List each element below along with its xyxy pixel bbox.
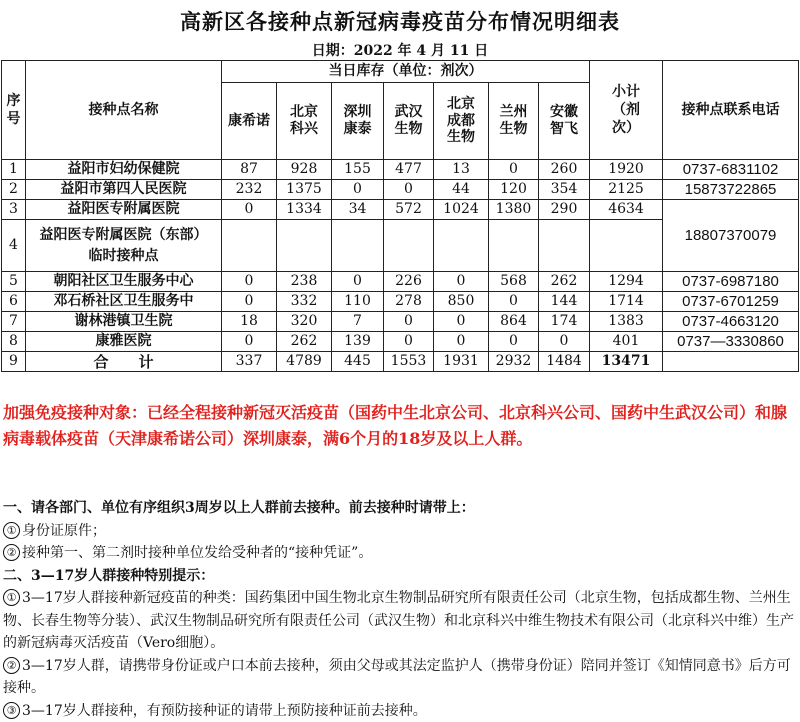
table-row: [2, 292, 799, 312]
row-seq: 7: [2, 312, 26, 332]
stock-value: 0: [384, 332, 434, 352]
stock-value: 477: [384, 160, 434, 180]
table-row: [2, 200, 799, 220]
row-seq: 2: [2, 180, 26, 200]
stock-value: 18: [222, 312, 277, 332]
row-subtotal: 2125: [590, 180, 663, 200]
stock-value: 0: [222, 332, 277, 352]
stock-value: 572: [384, 200, 434, 220]
stock-value: 155: [332, 160, 384, 180]
stock-value: 226: [384, 272, 434, 292]
header-vaccine-kangxinuo: 康希诺: [222, 83, 277, 160]
notes-item-text: 3—17岁人群接种新冠疫苗的种类：国药集团中国生物北京生物制品研究所有限责任公司（北京生物，包括成都生物、兰州生物、长春生物等分装）、武汉生物制品研究所有限责任公司（武汉生物）和北京科兴中维生物技术有限公司（北京科兴中维）生产的新冠病毒灭活疫苗（Vero细胞）。: [3, 590, 794, 651]
header-site-name: 接种点名称: [26, 61, 222, 160]
row-seq: 3: [2, 200, 26, 220]
circled-number-marker: ②: [3, 544, 20, 561]
site-phone: 0737-6701259: [663, 292, 799, 312]
row-subtotal: [590, 220, 663, 272]
stock-value: 262: [277, 332, 332, 352]
circled-number-marker: ①: [3, 522, 20, 539]
stock-value: 34: [332, 200, 384, 220]
table-row: [2, 272, 799, 292]
vaccination-notes: [3, 497, 797, 722]
total-value: 337: [222, 352, 277, 372]
row-seq: 1: [2, 160, 26, 180]
total-value: 1484: [539, 352, 590, 372]
site-name: 康雅医院: [26, 332, 222, 352]
table-row: [2, 312, 799, 332]
stock-value: 568: [489, 272, 539, 292]
stock-value: 864: [489, 312, 539, 332]
total-value: 445: [332, 352, 384, 372]
header-seq: 序号: [2, 61, 26, 160]
site-phone: 0737-6987180: [663, 272, 799, 292]
row-seq: 6: [2, 292, 26, 312]
stock-value: 0: [434, 332, 489, 352]
header-phone: 接种点联系电话: [663, 61, 799, 160]
table-row: [2, 160, 799, 180]
stock-value: 120: [489, 180, 539, 200]
row-seq: 5: [2, 272, 26, 292]
stock-value: 0: [434, 312, 489, 332]
notes-item: [3, 542, 797, 565]
row-subtotal: 1920: [590, 160, 663, 180]
stock-value: 278: [384, 292, 434, 312]
header-vaccine-anhui-zhifei: 安徽智飞: [539, 83, 590, 160]
stock-value: [222, 220, 277, 272]
stock-value: 290: [539, 200, 590, 220]
site-name: 朝阳社区卫生服务中心: [26, 272, 222, 292]
total-subtotal: 13471: [590, 352, 663, 372]
stock-value: 928: [277, 160, 332, 180]
stock-value: 13: [434, 160, 489, 180]
row-subtotal: 401: [590, 332, 663, 352]
stock-value: 1375: [277, 180, 332, 200]
site-name: 益阳医专附属医院: [26, 200, 222, 220]
document-date: 日期：2022 年 4 月 11 日: [0, 40, 800, 60]
stock-value: [277, 220, 332, 272]
stock-value: 1024: [434, 200, 489, 220]
total-row: [2, 352, 799, 372]
stock-value: 232: [222, 180, 277, 200]
stock-value: 87: [222, 160, 277, 180]
stock-value: [434, 220, 489, 272]
stock-value: [539, 220, 590, 272]
stock-value: 110: [332, 292, 384, 312]
notes-item: [3, 700, 797, 722]
stock-value: 0: [384, 180, 434, 200]
header-stock-group: 当日库存（单位：剂次）: [222, 61, 590, 83]
stock-value: 0: [434, 272, 489, 292]
stock-value: [332, 220, 384, 272]
notes-item-text: 3—17岁人群接种，有预防接种证的请带上预防接种证前去接种。: [22, 703, 427, 719]
header-vaccine-beijing-kexing: 北京科兴: [277, 83, 332, 160]
stock-value: 0: [539, 332, 590, 352]
stock-value: 0: [332, 180, 384, 200]
stock-value: 1334: [277, 200, 332, 220]
stock-value: 332: [277, 292, 332, 312]
total-value: 4789: [277, 352, 332, 372]
notes-section-1: 一、请各部门、单位有序组织3周岁以上人群前去接种。前去接种时请带上：: [3, 497, 797, 520]
site-name: 益阳市第四人民医院: [26, 180, 222, 200]
header-vaccine-lanzhou: 兰州生物: [489, 83, 539, 160]
header-row-top: [2, 61, 799, 83]
stock-value: 7: [332, 312, 384, 332]
site-name: 益阳医专附属医院（东部）临时接种点: [26, 220, 222, 272]
stock-value: 0: [222, 200, 277, 220]
notes-item: [3, 587, 797, 655]
row-subtotal: 4634: [590, 200, 663, 220]
stock-value: 0: [384, 312, 434, 332]
notes-section-2: 二、3—17岁人群接种特别提示：: [3, 565, 797, 588]
stock-value: 0: [222, 272, 277, 292]
notes-item-text: 接种第一、第二剂时接种单位发给受种者的“接种凭证”。: [22, 545, 372, 561]
total-value: 2932: [489, 352, 539, 372]
total-label: 合 计: [26, 352, 222, 372]
total-value: 1553: [384, 352, 434, 372]
total-value: 1931: [434, 352, 489, 372]
notes-item: [3, 655, 797, 700]
stock-value: 144: [539, 292, 590, 312]
site-name: 邓石桥社区卫生服务中: [26, 292, 222, 312]
row-seq: 9: [2, 352, 26, 372]
stock-value: 262: [539, 272, 590, 292]
row-seq: 4: [2, 220, 26, 272]
booster-eligibility-notice: 加强免疫接种对象：已经全程接种新冠灭活疫苗（国药中生北京公司、北京科兴公司、国药中生武汉公司）和腺病毒载体疫苗（天津康希诺公司）深圳康泰，满6个月的18岁及以上人群。: [3, 400, 795, 452]
site-phone: 0737—3330860: [663, 332, 799, 352]
site-name: 谢林港镇卫生院: [26, 312, 222, 332]
table-row: [2, 180, 799, 200]
stock-value: 260: [539, 160, 590, 180]
site-phone: 15873722865: [663, 180, 799, 200]
notes-item-text: 3—17岁人群，请携带身份证或户口本前去接种，须由父母或其法定监护人（携带身份证）陪同并签订《知情同意书》后方可接种。: [3, 658, 791, 697]
table-row: [2, 332, 799, 352]
row-seq: 8: [2, 332, 26, 352]
header-subtotal: 小计（剂次）: [590, 61, 663, 160]
stock-value: 354: [539, 180, 590, 200]
notes-item: [3, 520, 797, 543]
stock-value: 0: [489, 292, 539, 312]
circled-number-marker: ①: [3, 589, 20, 606]
notes-item-text: 身份证原件；: [22, 523, 106, 539]
site-phone: 0737-6831102: [663, 160, 799, 180]
site-phone: 18807370079: [663, 200, 799, 272]
circled-number-marker: ③: [3, 702, 20, 719]
stock-value: 1380: [489, 200, 539, 220]
stock-value: 44: [434, 180, 489, 200]
stock-value: 139: [332, 332, 384, 352]
row-subtotal: 1383: [590, 312, 663, 332]
stock-value: 320: [277, 312, 332, 332]
stock-value: 0: [489, 160, 539, 180]
stock-value: [384, 220, 434, 272]
stock-value: 0: [489, 332, 539, 352]
header-vaccine-shenzhen-kangtai: 深圳康泰: [332, 83, 384, 160]
document-title: 高新区各接种点新冠病毒疫苗分布情况明细表: [0, 6, 800, 36]
stock-value: 0: [332, 272, 384, 292]
site-name: 益阳市妇幼保健院: [26, 160, 222, 180]
stock-value: 238: [277, 272, 332, 292]
stock-value: 850: [434, 292, 489, 312]
header-vaccine-wuhan: 武汉生物: [384, 83, 434, 160]
site-phone: 0737-4663120: [663, 312, 799, 332]
header-vaccine-beijing-chengdu: 北京成都生物: [434, 83, 489, 160]
stock-value: 174: [539, 312, 590, 332]
vaccine-stock-table: [1, 60, 799, 372]
total-phone-cell: [663, 352, 799, 372]
stock-value: 0: [222, 292, 277, 312]
row-subtotal: 1714: [590, 292, 663, 312]
circled-number-marker: ②: [3, 657, 20, 674]
row-subtotal: 1294: [590, 272, 663, 292]
stock-value: [489, 220, 539, 272]
